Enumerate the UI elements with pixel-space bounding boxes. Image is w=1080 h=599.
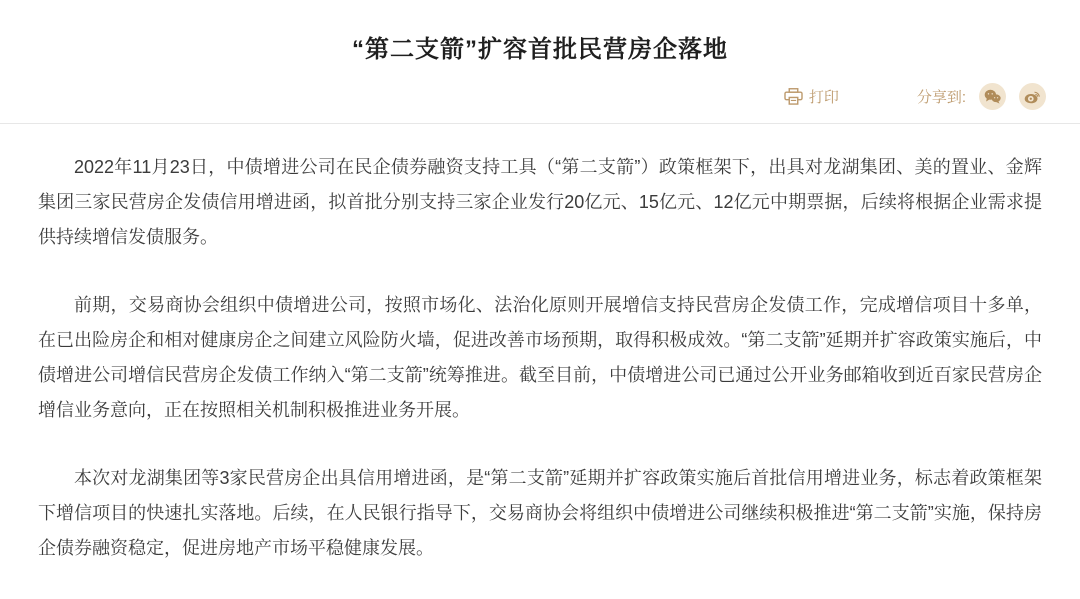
- share-group: [917, 83, 1046, 110]
- wechat-icon: [984, 89, 1001, 104]
- article-paragraph: 2022年11月23日，中债增进公司在民企债券融资支持工具（“第二支箭”）政策框架下，出具对龙湖集团、美的置业、金辉集团三家民营房企发债信用增进函，拟首批分别支持三家企业发行20亿元、15亿元、12亿元中期票据，后续将根据企业需求提供持续增信发债服务。: [38, 157, 1042, 247]
- toolbar: [784, 82, 1046, 110]
- share-label: 分享到:: [916, 88, 966, 106]
- share-wechat-button[interactable]: [979, 83, 1006, 110]
- printer-icon: [784, 88, 803, 105]
- share-weibo-button[interactable]: [1019, 83, 1046, 110]
- print-button[interactable]: [784, 86, 839, 107]
- header-divider: [0, 123, 1080, 124]
- article-paragraph: 前期，交易商协会组织中债增进公司，按照市场化、法治化原则开展增信支持民营房企发债工作，完成增信项目十多单，在已出险房企和相对健康房企之间建立风险防火墙，促进改善市场预期，取得积极成效。“第二支箭”延期并扩容政策实施后，中债增进公司增信民营房企发债工作纳入“第二支箭”统筹推进。截至目前，中债增进公司已通过公开业务邮箱收到近百家民营房企增信业务意向，正在按照相关机制积极推进业务开展。: [38, 295, 1042, 420]
- weibo-icon: [1024, 89, 1041, 104]
- print-label: 打印: [808, 88, 839, 106]
- article-paragraph: 本次对龙湖集团等3家民营房企出具信用增进函，是“第二支箭”延期并扩容政策实施后首批信用增进业务，标志着政策框架下增信项目的快速扎实落地。后续，在人民银行指导下，交易商协会将组织中债增进公司继续积极推进“第二支箭”实施，保持房企债券融资稳定，促进房地产市场平稳健康发展。: [38, 468, 1042, 558]
- page-title: “第二支箭”扩容首批民营房企落地: [352, 36, 728, 63]
- article-body: [38, 150, 1042, 599]
